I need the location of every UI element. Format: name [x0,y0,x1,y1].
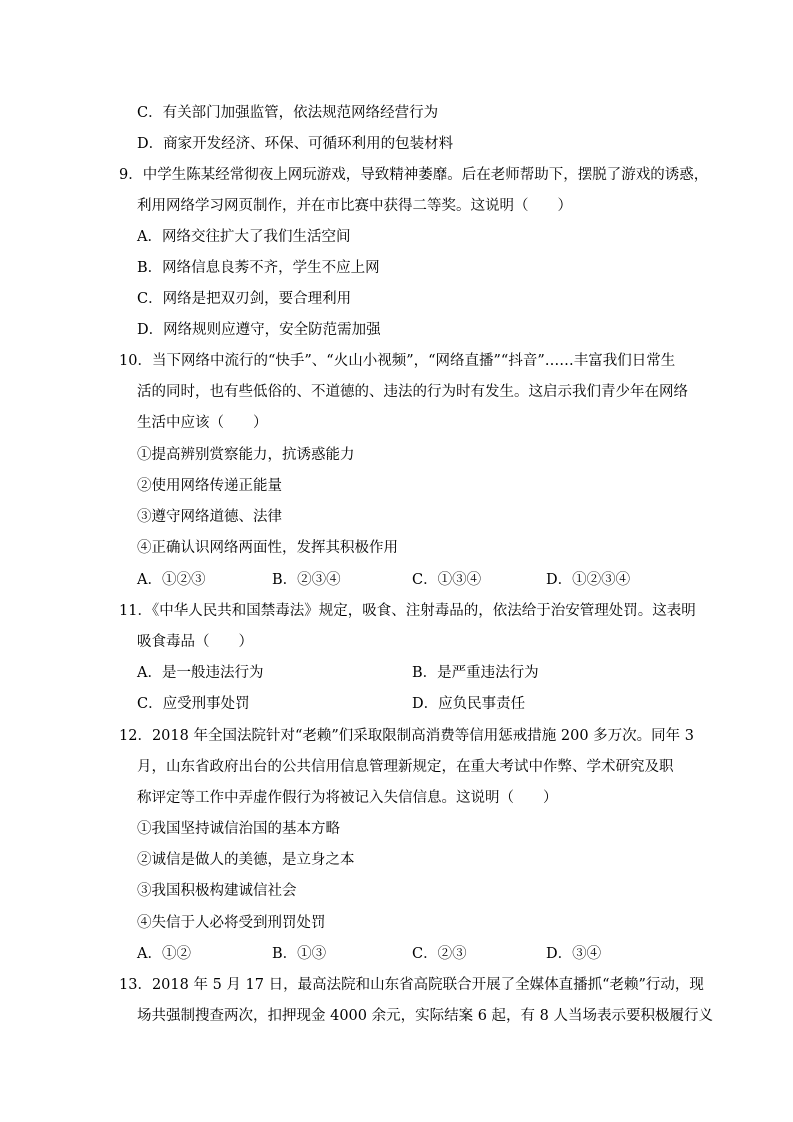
q10-stem-line3: 生活中应该（ ） [137,415,268,431]
q12-item-3: ③我国积极构建诚信社会 [137,883,297,899]
q11-stem-line1: 11．《中华人民共和国禁毒法》规定，吸食、注射毒品的，依法给于治安管理处罚。这表明 [119,603,696,619]
q10-option-d: D．①②③④ [546,572,631,588]
q13-stem-line1: 13．2018 年 5 月 17 日，最高法院和山东省高院联合开展了全媒体直播抓“老赖”行动，现 [119,977,704,993]
q9-option-c: C．网络是把双刃剑，要合理利用 [137,291,352,307]
q10-option-b: B．②③④ [272,572,341,588]
q12-stem-line1: 12．2018 年全国法院针对“老赖”们采取限制高消费等信用惩戒措施 200 多万次。同年 3 [119,728,695,744]
q10-item-3: ③遵守网络道德、法律 [137,509,282,525]
q10-item-1: ①提高辨别赏察能力，抗诱惑能力 [137,447,355,463]
q12-option-a: A．①② [137,946,191,962]
prev-option-c: C．有关部门加强监管，依法规范网络经营行为 [137,105,439,121]
q9-stem-line2: 利用网络学习网页制作，并在市比赛中获得二等奖。这说明（ ） [137,198,572,214]
q12-item-4: ④失信于人必将受到刑罚处罚 [137,915,326,931]
q12-option-c: C．②③ [412,946,467,962]
q10-stem-line2: 活的同时，也有些低俗的、不道德的、违法的行为时有发生。这启示我们青少年在网络 [137,384,688,400]
q10-option-a: A．①②③ [137,572,206,588]
q10-item-2: ②使用网络传递正能量 [137,478,282,494]
q12-item-2: ②诚信是做人的美德，是立身之本 [137,852,355,868]
q11-stem-line2: 吸食毒品（ ） [137,634,253,650]
q10-item-4: ④正确认识网络两面性，发挥其积极作用 [137,540,398,556]
q11-option-c: C．应受刑事处罚 [137,696,250,712]
q10-option-c: C．①③④ [412,572,482,588]
q12-option-d: D．③④ [546,946,602,962]
q10-stem-line1: 10．当下网络中流行的“快手”、“火山小视频”，“网络直播”“抖音”……丰富我们日常生 [119,353,676,369]
q11-option-b: B．是严重违法行为 [412,665,539,681]
q12-option-b: B．①③ [272,946,327,962]
prev-option-d: D．商家开发经济、环保、可循环利用的包装材料 [137,136,454,152]
q12-stem-line2: 月，山东省政府出台的公共信用信息管理新规定，在重大考试中作弊、学术研究及职 [137,759,674,775]
q9-option-b: B．网络信息良莠不齐，学生不应上网 [137,260,380,276]
q12-stem-line3: 称评定等工作中弄虚作假行为将被记入失信信息。这说明（ ） [137,790,558,806]
q9-stem-line1: 9．中学生陈某经常彻夜上网玩游戏，导致精神萎靡。后在老师帮助下，摆脱了游戏的诱惑， [119,167,709,183]
q12-item-1: ①我国坚持诚信治国的基本方略 [137,821,340,837]
q13-stem-line2: 场共强制搜查两次，扣押现金 4000 余元，实际结案 6 起，有 8 人当场表示要积极履行义 [137,1008,714,1024]
q9-option-a: A．网络交往扩大了我们生活空间 [137,229,351,245]
q11-option-d: D．应负民事责任 [412,696,526,712]
q11-option-a: A．是一般违法行为 [137,665,264,681]
q9-option-d: D．网络规则应遵守，安全防范需加强 [137,322,381,338]
